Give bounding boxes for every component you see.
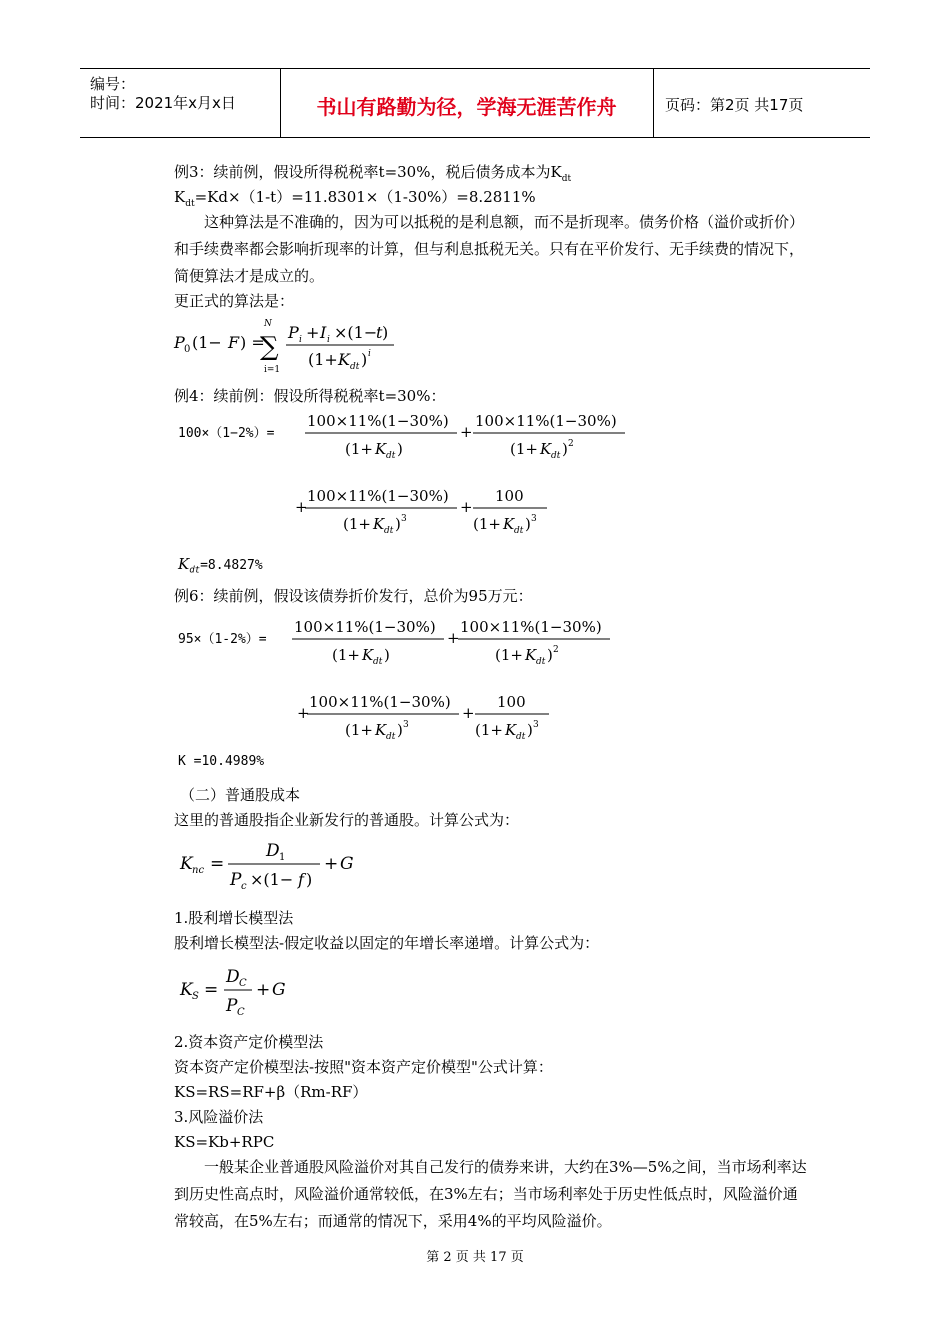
svg-text:3: 3 <box>531 514 537 524</box>
svg-text:G: G <box>272 980 286 1000</box>
ex6-title: 例6：续前例，假设该债券折价发行，总价为95万元： <box>174 587 533 605</box>
svg-text:+: + <box>460 498 473 516</box>
svg-text:2: 2 <box>568 439 574 449</box>
ex6-equation-cont <box>297 686 567 746</box>
svg-text:+: + <box>297 704 310 722</box>
ks-dividend-formula <box>178 962 308 1018</box>
svg-text:f: f <box>298 870 304 889</box>
svg-text:i=1: i=1 <box>264 365 281 375</box>
svg-text:dt: dt <box>516 732 526 742</box>
svg-text:+: + <box>324 854 339 874</box>
svg-text:dt: dt <box>514 526 524 536</box>
svg-text:(1+: (1+ <box>345 721 373 739</box>
svg-text:): ) <box>562 440 568 458</box>
svg-text:K: K <box>375 721 387 739</box>
svg-text:dt: dt <box>551 451 561 461</box>
svg-text:P: P <box>230 870 242 890</box>
header-motto-cell <box>280 69 654 137</box>
general-pv-formula <box>172 312 412 378</box>
svg-text:(1−: (1− <box>192 333 222 352</box>
svg-text:c: c <box>241 881 247 892</box>
svg-text:K: K <box>338 350 350 369</box>
svg-text:100×11%(1−30%): 100×11%(1−30%) <box>307 487 449 505</box>
svg-text:(1+: (1+ <box>510 440 538 458</box>
page-info: 页码：第2页 共17页 <box>665 96 804 114</box>
svg-text:i: i <box>327 335 330 345</box>
svg-text:i: i <box>299 335 302 345</box>
ex6-equation <box>292 611 622 671</box>
svg-text:K: K <box>375 440 387 458</box>
ex3-title: 例3：续前例，假设所得税税率t=30%，税后债务成本为$K_{dt}$ <box>174 163 572 184</box>
svg-text:×(1−: ×(1− <box>250 870 294 889</box>
ex3-formula: $K_{dt}=Kd\times(1-t)=11.8301\times(1-30\%)=8.2811\%$ <box>174 188 536 209</box>
svg-text:D: D <box>266 841 280 861</box>
ex4-result: $K_{dt}=8.4827\%$ <box>178 555 263 576</box>
svg-text:): ) <box>382 323 389 342</box>
svg-text:1: 1 <box>279 852 286 863</box>
svg-text:(1+: (1+ <box>332 646 360 664</box>
svg-text:(1+: (1+ <box>475 721 503 739</box>
svg-text:100: 100 <box>495 487 524 505</box>
svg-text:dt: dt <box>386 732 396 742</box>
svg-text:100×11%(1−30%): 100×11%(1−30%) <box>309 693 451 711</box>
svg-text:+: + <box>256 980 271 1000</box>
svg-text:K: K <box>180 854 193 874</box>
method3-formula: KS=Kb+RPC <box>174 1133 275 1151</box>
svg-text:G: G <box>340 854 354 874</box>
svg-text:=: = <box>204 980 219 1000</box>
svg-text:K: K <box>540 440 552 458</box>
svg-text:C: C <box>239 978 247 989</box>
svg-text:3: 3 <box>533 720 539 730</box>
svg-text:F: F <box>228 333 240 352</box>
svg-text:=: = <box>210 854 225 874</box>
svg-text:K: K <box>503 515 515 533</box>
ex4-lhs: 100×（1−2%）= <box>178 426 275 441</box>
svg-text:): ) <box>306 870 313 889</box>
svg-text:dt: dt <box>386 451 396 461</box>
svg-text:P: P <box>174 333 185 352</box>
svg-text:I: I <box>320 323 327 342</box>
svg-text:+: + <box>460 423 473 441</box>
method3-title: 3.风险溢价法 <box>174 1108 264 1126</box>
svg-text:3: 3 <box>403 720 409 730</box>
svg-text:3: 3 <box>401 514 407 524</box>
svg-text:+: + <box>462 704 475 722</box>
svg-text:): ) <box>525 515 531 533</box>
svg-text:100×11%(1−30%): 100×11%(1−30%) <box>475 412 617 430</box>
svg-text:K: K <box>525 646 537 664</box>
svg-text:0: 0 <box>184 344 191 355</box>
knc-formula <box>178 836 368 894</box>
section-common-stock: （二）普通股成本 <box>180 786 301 804</box>
svg-text:D: D <box>226 967 240 987</box>
svg-text:): ) <box>397 721 403 739</box>
svg-text:K: K <box>362 646 374 664</box>
svg-text:K: K <box>505 721 517 739</box>
svg-text:(1+: (1+ <box>495 646 523 664</box>
para-explanation: 这种算法是不准确的，因为可以抵税的是利息额，而不是折现率。债务价格（溢价或折价）和手续费率都会影响折现率的计算，但与利息抵税无关。只有在平价发行、无手续费的情况下，简便算法才是成立的。 <box>174 213 805 285</box>
svg-text:dt: dt <box>536 657 546 667</box>
ex4-equation-cont <box>295 480 565 540</box>
svg-text:100: 100 <box>497 693 526 711</box>
svg-text:(1+: (1+ <box>308 350 338 369</box>
svg-text:t: t <box>376 323 383 342</box>
header-meta-cell <box>80 69 281 137</box>
svg-text:dt: dt <box>373 657 383 667</box>
method1-desc: 股利增长模型法-假定收益以固定的年增长率递增。计算公式为： <box>174 934 600 952</box>
page-header <box>80 68 870 138</box>
svg-text:K: K <box>373 515 385 533</box>
svg-text:P: P <box>288 323 299 342</box>
svg-text:) =: ) = <box>240 333 265 352</box>
svg-text:+: + <box>306 323 320 342</box>
svg-text:P: P <box>226 996 238 1016</box>
svg-text:): ) <box>395 515 401 533</box>
method2-formula: KS=RS=RF+β（Rm-RF） <box>174 1083 368 1101</box>
method1-title: 1.股利增长模型法 <box>174 909 294 927</box>
method2-desc: 资本资产定价模型法-按照"资本资产定价模型"公式计算： <box>174 1058 553 1076</box>
svg-text:dt: dt <box>384 526 394 536</box>
svg-text:S: S <box>192 991 199 1002</box>
time-label: 时间：2021年x月x日 <box>90 94 236 112</box>
svg-text:nc: nc <box>192 865 205 876</box>
svg-text:): ) <box>361 350 368 369</box>
more-correct-label: 更正式的算法是： <box>174 292 295 310</box>
svg-text:100×11%(1−30%): 100×11%(1−30%) <box>294 618 436 636</box>
svg-text:∑: ∑ <box>260 332 279 362</box>
svg-text:+: + <box>447 629 460 647</box>
svg-text:100×11%(1−30%): 100×11%(1−30%) <box>307 412 449 430</box>
svg-text:dt: dt <box>350 362 360 372</box>
ex4-title: 例4：续前例：假设所得税税率t=30%： <box>174 387 446 405</box>
section-common-stock-desc: 这里的普通股指企业新发行的普通股。计算公式为： <box>174 811 520 829</box>
page-footer: 第 2 页 共 17 页 <box>426 1250 524 1265</box>
header-page-cell <box>655 69 870 137</box>
svg-text:i: i <box>368 349 371 359</box>
svg-text:×(1−: ×(1− <box>334 323 378 342</box>
svg-text:+: + <box>295 498 308 516</box>
svg-text:C: C <box>237 1007 245 1018</box>
ex6-lhs: 95×（1-2%）= <box>178 632 267 647</box>
method2-title: 2.资本资产定价模型法 <box>174 1033 324 1051</box>
svg-text:): ) <box>547 646 553 664</box>
number-label: 编号： <box>90 75 136 93</box>
svg-text:100×11%(1−30%): 100×11%(1−30%) <box>460 618 602 636</box>
svg-text:2: 2 <box>553 645 559 655</box>
motto: 书山有路勤为径，学海无涯苦作舟 <box>316 95 617 119</box>
svg-text:(1+: (1+ <box>343 515 371 533</box>
para-risk-premium: 一般某企业普通股风险溢价对其自己发行的债券来讲，大约在3%—5%之间，当市场利率达到历史性高点时，风险溢价通常较低，在3%左右；当市场利率处于历史性低点时，风险溢价通常较高，在5%左右；而通常的情况下，采用4%的平均风险溢价。 <box>174 1158 807 1230</box>
svg-text:(1+: (1+ <box>473 515 501 533</box>
ex6-result: K =10.4989% <box>178 754 265 769</box>
svg-text:(1+: (1+ <box>345 440 373 458</box>
svg-text:): ) <box>397 440 403 458</box>
svg-text:K: K <box>180 980 193 1000</box>
svg-text:N: N <box>264 319 272 329</box>
svg-text:): ) <box>384 646 390 664</box>
svg-text:): ) <box>527 721 533 739</box>
